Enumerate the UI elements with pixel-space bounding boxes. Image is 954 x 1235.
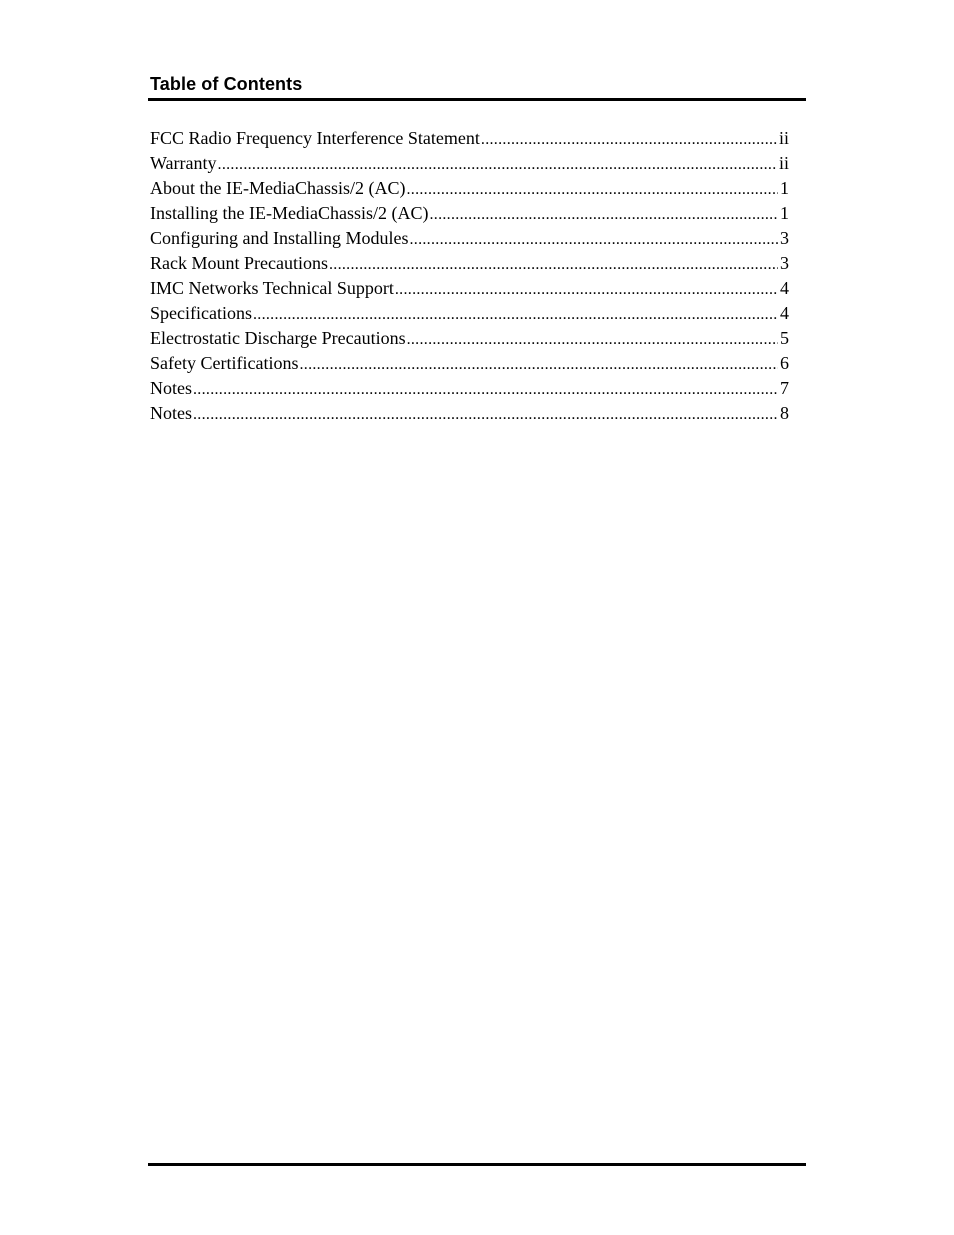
toc-entry-page: 4 xyxy=(780,278,789,298)
toc-entry-page: ii xyxy=(778,153,789,173)
toc-entry[interactable] xyxy=(150,251,789,276)
toc-dot-leader xyxy=(409,227,778,251)
toc-entry-label: Notes xyxy=(150,378,192,398)
toc-dot-leader xyxy=(193,402,778,426)
toc-entry-label: Safety Certifications xyxy=(150,353,299,373)
page-title: Table of Contents xyxy=(150,74,303,94)
toc-dot-leader xyxy=(481,127,777,151)
toc-entry-label: Installing the IE-MediaChassis/2 (AC) xyxy=(150,203,429,223)
toc-entry-label: Rack Mount Precautions xyxy=(150,253,328,273)
toc-list xyxy=(150,126,789,426)
toc-entry[interactable] xyxy=(150,326,789,351)
toc-dot-leader xyxy=(406,177,778,201)
toc-entry[interactable] xyxy=(150,301,789,326)
toc-entry-label: IMC Networks Technical Support xyxy=(150,278,394,298)
toc-dot-leader xyxy=(429,202,778,226)
toc-entry-page: 1 xyxy=(780,203,789,223)
toc-entry[interactable] xyxy=(150,276,789,301)
toc-dot-leader xyxy=(193,377,778,401)
toc-entry[interactable] xyxy=(150,376,789,401)
toc-dot-leader xyxy=(407,327,778,351)
toc-entry[interactable] xyxy=(150,226,789,251)
toc-entry-page: 5 xyxy=(780,328,789,348)
toc-entry-page: 3 xyxy=(780,253,789,273)
toc-entry-label: Notes xyxy=(150,403,192,423)
toc-dot-leader xyxy=(395,277,778,301)
header-divider xyxy=(148,98,806,101)
toc-entry-label: Configuring and Installing Modules xyxy=(150,228,409,248)
toc-entry-page: ii xyxy=(778,128,789,148)
toc-entry-page: 8 xyxy=(780,403,789,423)
toc-entry-label: Specifications xyxy=(150,303,252,323)
toc-entry-label: FCC Radio Frequency Interference Statement xyxy=(150,128,480,148)
toc-entry-page: 7 xyxy=(780,378,789,398)
toc-entry[interactable] xyxy=(150,201,789,226)
toc-entry[interactable] xyxy=(150,151,789,176)
toc-entry[interactable] xyxy=(150,351,789,376)
toc-dot-leader xyxy=(218,152,777,176)
toc-entry-label: About the IE-MediaChassis/2 (AC) xyxy=(150,178,406,198)
toc-entry-page: 3 xyxy=(780,228,789,248)
toc-entry-page: 6 xyxy=(780,353,789,373)
toc-dot-leader xyxy=(329,252,778,276)
toc-entry-page: 4 xyxy=(780,303,789,323)
toc-entry-label: Electrostatic Discharge Precautions xyxy=(150,328,406,348)
footer-divider xyxy=(148,1163,806,1166)
toc-entry[interactable] xyxy=(150,126,789,151)
toc-entry-page: 1 xyxy=(780,178,789,198)
toc-entry-label: Warranty xyxy=(150,153,217,173)
toc-dot-leader xyxy=(253,302,778,326)
toc-dot-leader xyxy=(299,352,778,376)
toc-entry[interactable] xyxy=(150,176,789,201)
toc-entry[interactable] xyxy=(150,401,789,426)
